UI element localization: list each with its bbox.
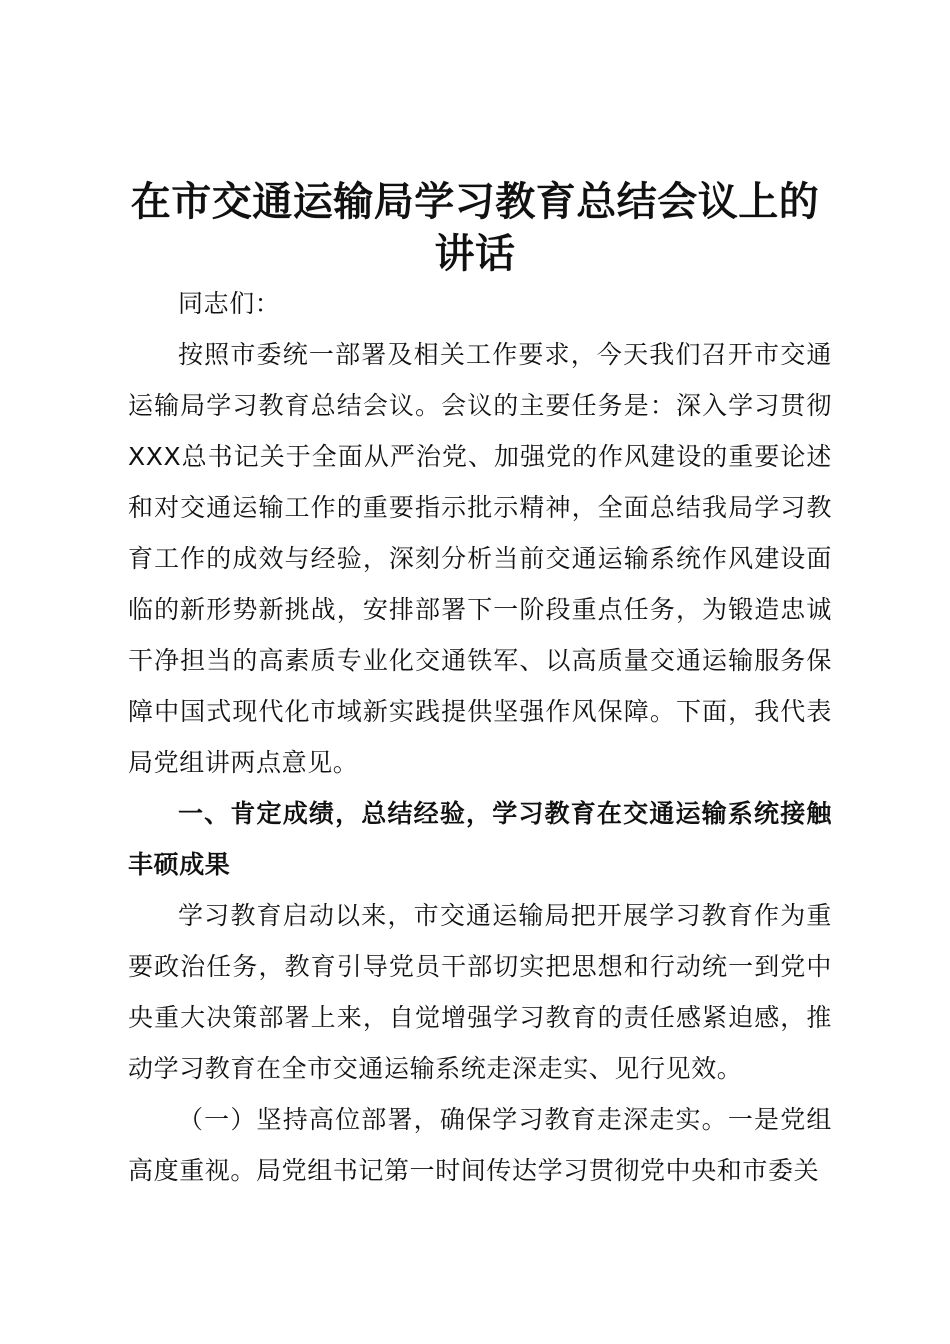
- subsection-paragraph: （一）坚持高位部署，确保学习教育走深走实。一是党组高度重视。局党组书记第一时间传达学习贯彻党中央和市委关: [128, 1105, 832, 1185]
- salutation: 同志们：: [178, 289, 281, 318]
- document-body: [128, 278, 832, 1196]
- section-heading: 一、肯定成绩，总结经验，学习教育在交通运输系统接触丰硕成果: [128, 799, 832, 879]
- document-title: 在市交通运输局学习教育总结会议上的讲话: [130, 178, 820, 277]
- section-paragraph: 学习教育启动以来，市交通运输局把开展学习教育作为重要政治任务，教育引导党员干部切实把思想和行动统一到党中央重大决策部署上来，自觉增强学习教育的责任感紧迫感，推动学习教育在全市交通运输系统走深走实、见行见效。: [128, 901, 832, 1083]
- intro-paragraph: 按照市委统一部署及相关工作要求，今天我们召开市交通运输局学习教育总结会议。会议的主要任务是：深入学习贯彻XXX总书记关于全面从严治党、加强党的作风建设的重要论述和对交通运输工作的重要指示批示精神，全面总结我局学习教育工作的成效与经验，深刻分析当前交通运输系统作风建设面临的新形势新挑战，安排部署下一阶段重点任务，为锻造忠诚干净担当的高素质专业化交通铁军、以高质量交通运输服务保障中国式现代化市域新实践提供坚强作风保障。下面，我代表局党组讲两点意见。: [128, 340, 832, 777]
